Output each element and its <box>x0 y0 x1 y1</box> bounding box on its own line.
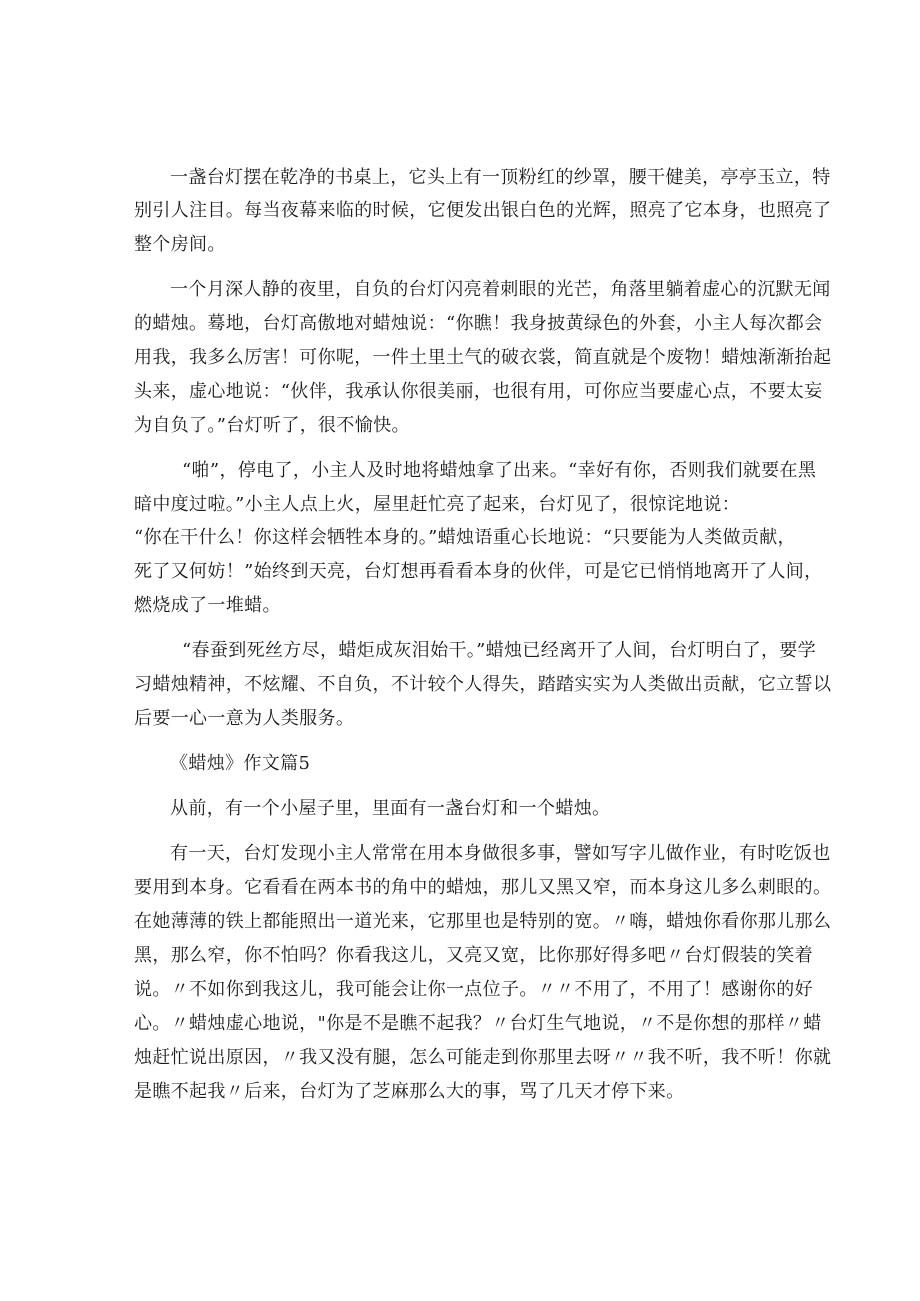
text-line: 一盏台灯摆在乾净的书桌上，它头上有一顶粉红的纱罩，腰干健美，亭亭玉立，特 <box>170 167 831 188</box>
text-line: 是瞧不起我〃后来，台灯为了芝麻那么大的事，骂了几天才停下来。 <box>134 1081 685 1102</box>
text-line: 为自负了。”台灯听了，很不愉快。 <box>134 415 410 436</box>
text-line: 黑，那么窄，你不怕吗？你看我这儿，又亮又宽，比你那好得多吧〃台灯假装的笑着 <box>134 945 813 966</box>
text-line: 用我，我多么厉害！可你呢，一件土里土气的破衣裳，简直就是个废物！蜡烛渐渐抬起 <box>134 347 832 368</box>
text-line: 死了又何妨！”始终到天亮，台灯想再看看本身的伙伴，可是它已悄悄地离开了人间， <box>134 561 823 582</box>
text-line: “春蚕到死丝方尽，蜡炬成灰泪始干。”蜡烛已经离开了人间，台灯明白了，要学 <box>182 640 817 661</box>
text-line: 后要一心一意为人类服务。 <box>134 708 355 729</box>
text-line: 暗中度过啦。”小主人点上火，屋里赶忙亮了起来，台灯见了，很惊诧地说： <box>134 494 741 515</box>
text-line: 说。〃不如你到我这儿，我可能会让你一点位子。〃〃不用了，不用了！感谢你的好 <box>134 979 813 1000</box>
text-line: 烛赶忙说出原因，〃我又没有腿，怎么可能走到你那里去呀〃〃我不听，我不听！你就 <box>134 1047 832 1068</box>
text-line: 有一天，台灯发现小主人常常在用本身做很多事，譬如写字儿做作业，有时吃饭也 <box>170 843 831 864</box>
text-line: 别引人注目。每当夜幕来临的时候，它便发出银白色的光辉，照亮了它本身，也照亮了 <box>134 200 832 221</box>
text-line: 要用到本身。它看看在两本书的角中的蜡烛，那儿又黑又窄，而本身这儿多么刺眼的。 <box>134 877 832 898</box>
section-heading: 《蜡烛》作文篇5 <box>170 753 311 774</box>
text-line: 的蜡烛。蓦地，台灯高傲地对蜡烛说：“你瞧！我身披黄绿色的外套，小主人每次都会 <box>134 313 823 334</box>
text-line: “啪”，停电了，小主人及时地将蜡烛拿了出来。“幸好有你，否则我们就要在黑 <box>182 460 817 481</box>
text-line: 从前，有一个小屋子里，里面有一盏台灯和一个蜡烛。 <box>170 798 611 819</box>
text-line: 一个月深人静的夜里，自负的台灯闪亮着刺眼的光芒，角落里躺着虚心的沉默无闻 <box>170 279 831 300</box>
text-line: 习蜡烛精神，不炫耀、不自负，不计较个人得失，踏踏实实为人类做出贡献，它立誓以 <box>134 674 832 695</box>
text-line: 头来，虚心地说：“伙伴，我承认你很美丽，也很有用，可你应当要虚心点，不要太妄 <box>134 381 823 402</box>
text-line: 燃烧成了一堆蜡。 <box>134 595 281 616</box>
text-line: 整个房间。 <box>134 234 226 255</box>
text-line: 心。〃蜡烛虚心地说，"你是不是瞧不起我？〃台灯生气地说，〃不是你想的那样〃蜡 <box>134 1013 822 1034</box>
text-line: “你在干什么！你这样会牺牲本身的。”蜡烛语重心长地说：“只要能为人类做贡献， <box>134 527 796 548</box>
text-line: 在她薄薄的铁上都能照出一道光来，它那里也是特别的宽。〃嗨，蜡烛你看你那儿那么 <box>134 911 832 932</box>
